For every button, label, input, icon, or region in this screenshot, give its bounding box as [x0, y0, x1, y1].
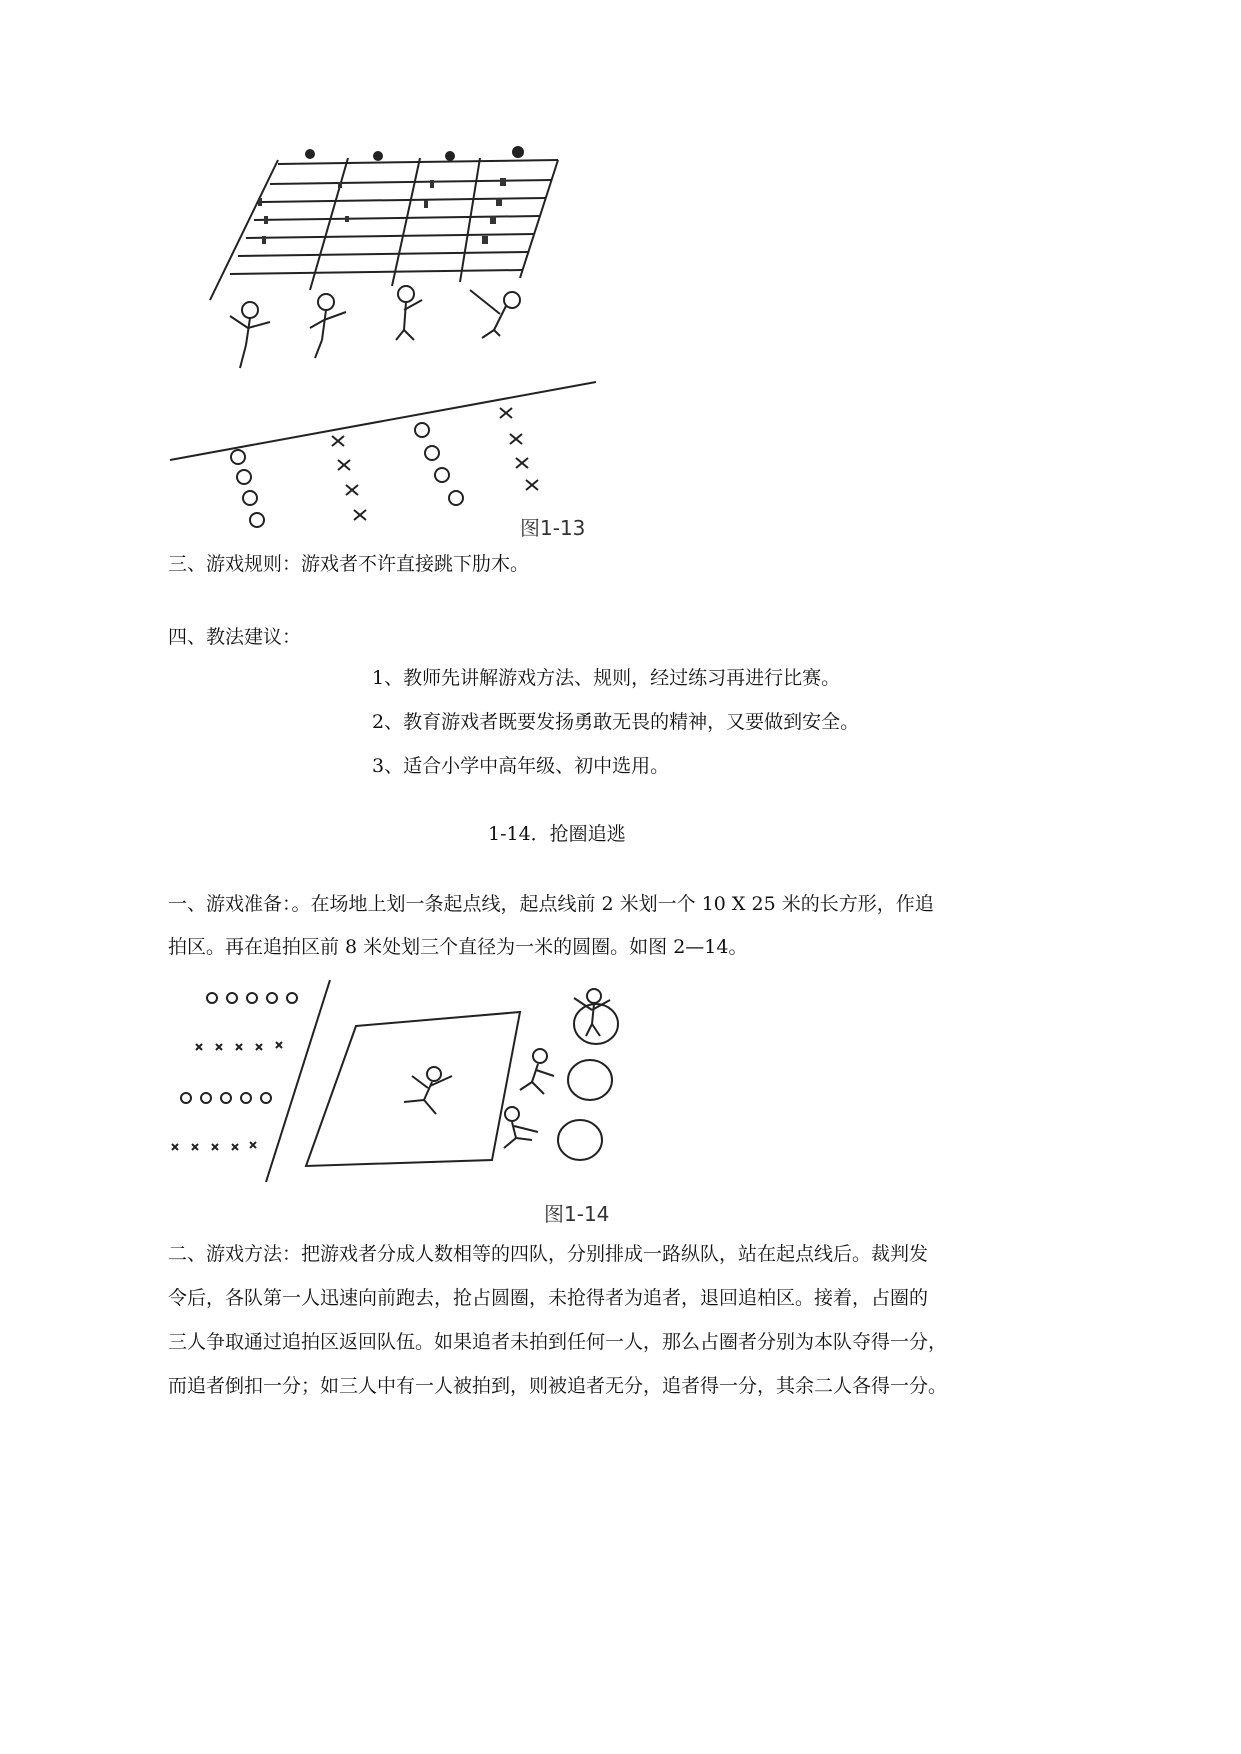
suggestion-item: 1、教师先讲解游戏方法、规则，经过练习再进行比赛。: [372, 667, 841, 689]
figure-1-14-drawing: [160, 972, 620, 1182]
teaching-suggestions-heading: 四、教法建议：: [168, 626, 302, 648]
figure-1-13: [160, 140, 630, 540]
figure-1-14-caption: 图1-14: [544, 1202, 610, 1226]
suggestion-item: 3、适合小学中高年级、初中选用。: [372, 755, 670, 777]
suggestion-item: 2、教育游戏者既要发扬勇敢无畏的精神，又要做到安全。: [372, 711, 860, 733]
figure-1-14: [160, 972, 620, 1182]
method-line: 而追者倒扣一分；如三人中有一人被拍到，则被追者无分，追者得一分，其余二人各得一分。: [168, 1375, 948, 1397]
preparation-line-1: 一、游戏准备：。在场地上划一条起点线，起点线前 2 米划一个 10 X 25 米的长方形，作追: [168, 893, 934, 915]
game-rules: 三、游戏规则：游戏者不许直接跳下肋木。: [168, 553, 530, 575]
method-line: 令后，各队第一人迅速向前跑去，抢占圆圈，未抢得者为追者，退回追柏区。接着，占圈的: [168, 1287, 929, 1309]
method-line: 二、游戏方法：把游戏者分成人数相等的四队，分别排成一路纵队，站在起点线后。裁判发: [168, 1243, 929, 1265]
preparation-line-2: 拍区。再在追拍区前 8 米处划三个直径为一米的圆圈。如图 2—14。: [168, 936, 748, 958]
game-title: 1-14．抢圈追逃: [488, 823, 626, 845]
figure-1-13-drawing: [160, 140, 630, 540]
figure-1-13-caption: 图1-13: [520, 516, 586, 540]
method-line: 三人争取通过追拍区返回队伍。如果追者未拍到任何一人，那么占圈者分别为本队夺得一分，: [168, 1331, 948, 1353]
